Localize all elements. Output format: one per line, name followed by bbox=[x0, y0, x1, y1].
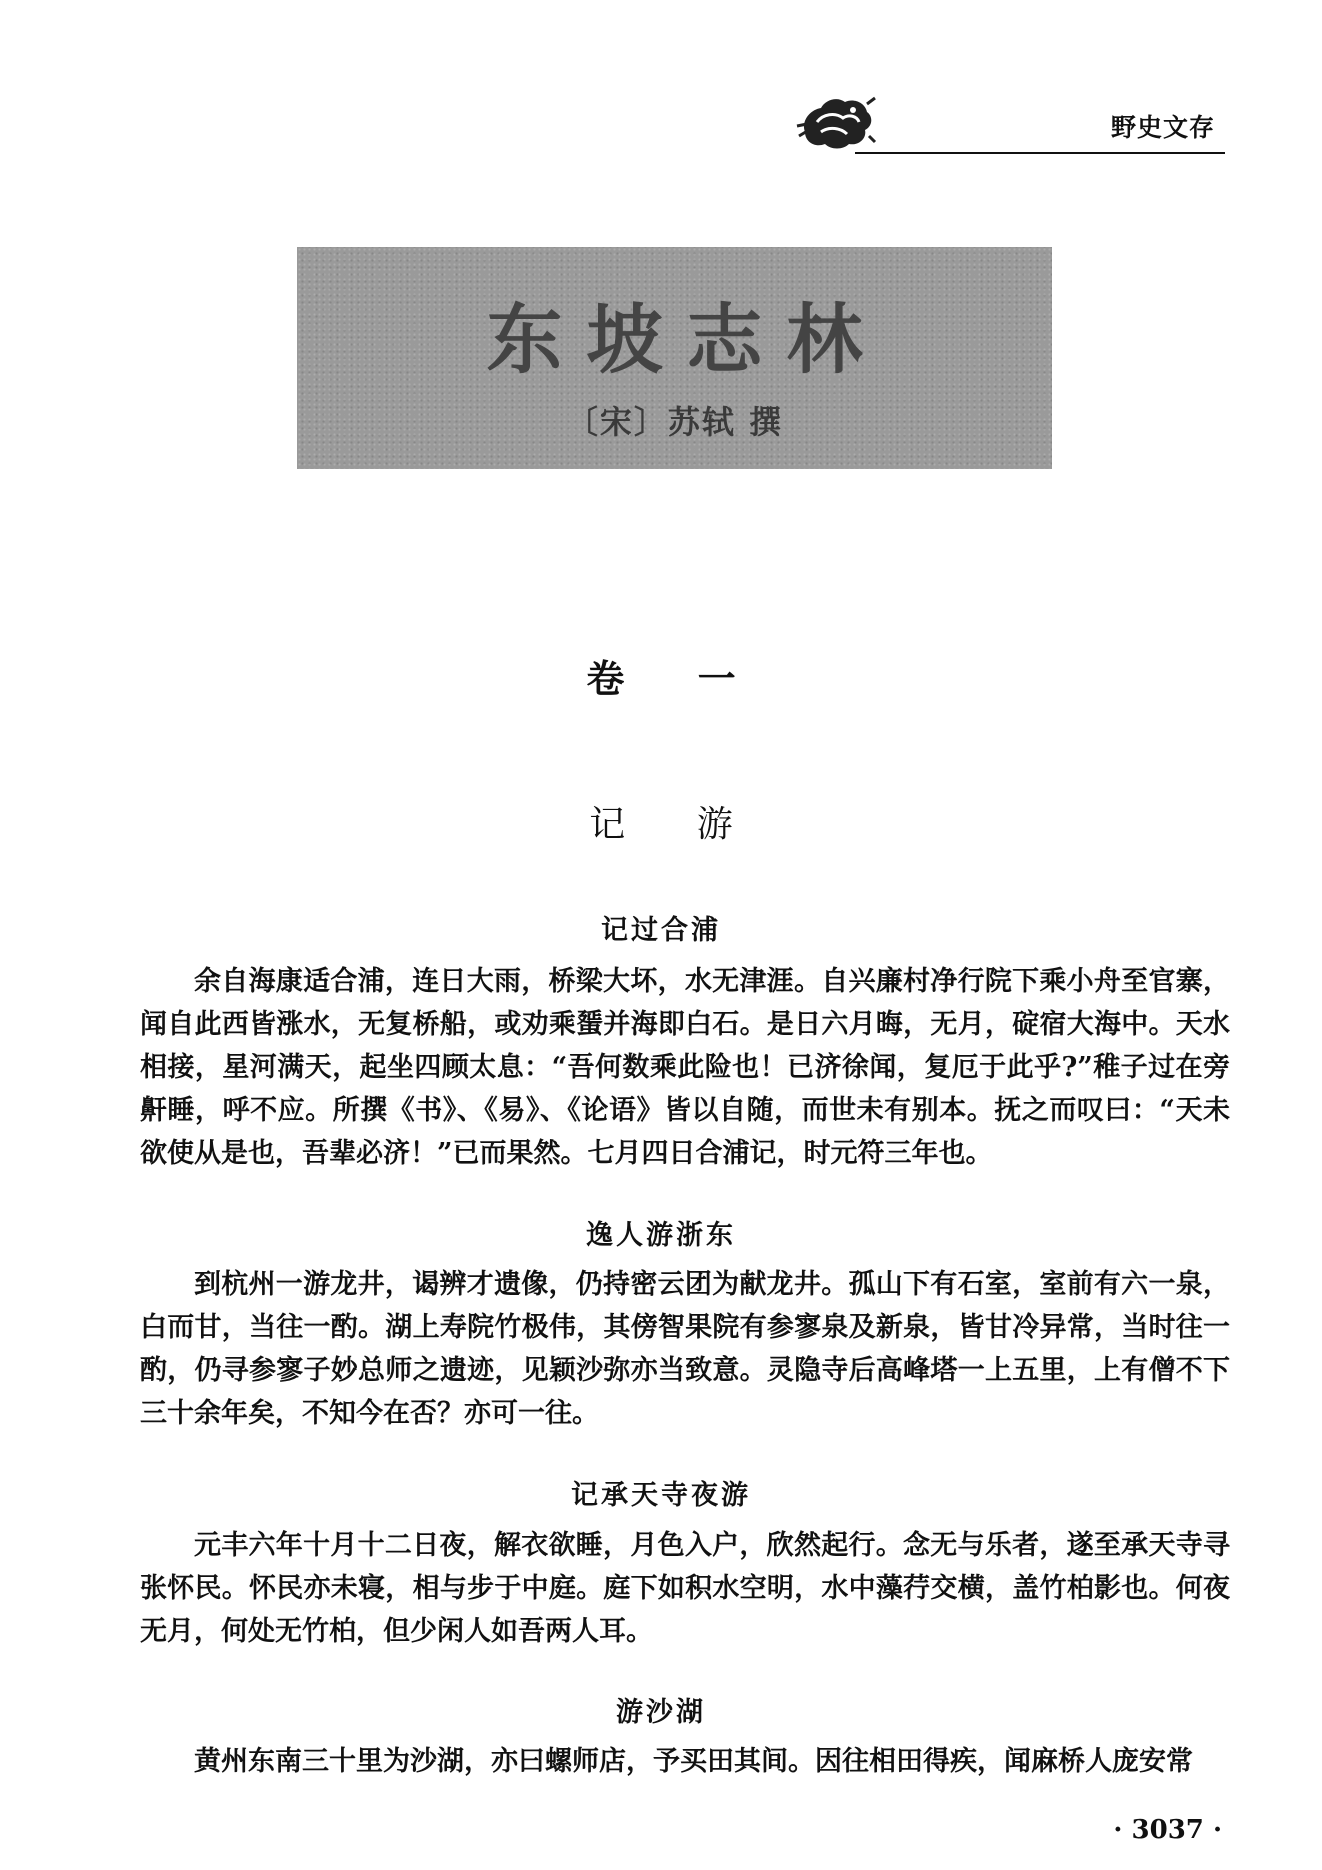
entry-text: 到杭州一游龙井，谒辨才遗像，仍持密云团为献龙井。孤山下有石室，室前有六一泉，白而甘，当往一酌。湖上寿院竹极伟，其傍智果院有参寥泉及新泉，皆甘冷异常，当时往一酌，仍寻参寥子妙总师之遗迹，见颖沙弥亦当致意。灵隐寺后高峰塔一上五里，上有僧不下三十余年矣，不知今在否？亦可一往。 bbox=[140, 1269, 1230, 1429]
volume-title: 卷 一 bbox=[586, 657, 766, 701]
entry-text: 黄州东南三十里为沙湖，亦曰螺师店，予买田其间。因往相田得疾，闻麻桥人庞安常 bbox=[194, 1746, 1193, 1777]
book-title: 东坡志林 bbox=[486, 295, 887, 384]
entry-text: 余自海康适合浦，连日大雨，桥梁大坏，水无津涯。自兴廉村净行院下乘小舟至官寨，闻自此西皆涨水，无复桥船，或劝乘蜑并海即白石。是日六月晦，无月，碇宿大海中。天水相接，星河满天，起坐四顾太息：“吾何数乘此险也！已济徐闻，复厄于此乎?”稚子过在旁鼾睡，呼不应。所撰《书》、《易》、《论语》皆以自随，而世未有别本。抚之而叹曰：“天未欲使从是也，吾辈必济！”已而果然。七月四日合浦记，时元符三年也。 bbox=[140, 966, 1230, 1169]
header-rule bbox=[855, 152, 1225, 154]
entry-title: 游沙湖 bbox=[616, 1697, 706, 1728]
entry-title: 记过合浦 bbox=[601, 915, 721, 946]
title-block bbox=[297, 247, 1052, 469]
series-title: 野史文存 bbox=[1110, 113, 1215, 142]
entry-title: 逸人游浙东 bbox=[586, 1220, 736, 1251]
dragon-emblem-icon bbox=[795, 92, 877, 154]
entry-text: 元丰六年十月十二日夜，解衣欲睡，月色入户，欣然起行。念无与乐者，遂至承天寺寻张怀民。怀民亦未寝，相与步于中庭。庭下如积水空明，水中藻荇交横，盖竹柏影也。何夜无月，何处无竹柏，但少闲人如吾两人耳。 bbox=[140, 1530, 1230, 1647]
entry-title: 记承天寺夜游 bbox=[571, 1480, 751, 1511]
page-number: · 3037 · bbox=[1113, 1815, 1222, 1845]
running-header bbox=[795, 88, 1225, 160]
book-author: 〔宋〕苏轼 撰 bbox=[565, 403, 784, 441]
section-title: 记 游 bbox=[589, 804, 763, 845]
